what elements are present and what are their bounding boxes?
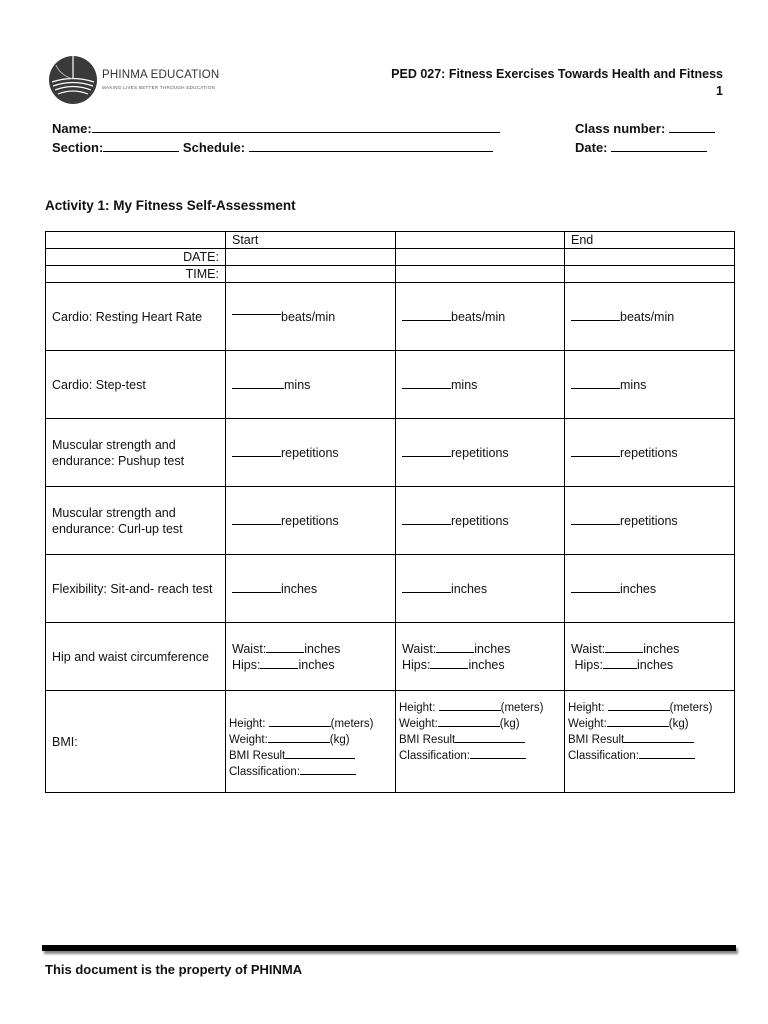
unit-text: inches	[474, 641, 511, 656]
weight-label: Weight:	[229, 733, 268, 746]
measure-cell[interactable]	[396, 487, 565, 555]
measure-cell[interactable]	[565, 487, 735, 555]
globe-logo-icon	[48, 55, 98, 105]
section-line	[103, 140, 179, 152]
measure-cell[interactable]	[565, 555, 735, 623]
date-start-cell[interactable]	[226, 249, 396, 266]
waist-label: Waist:	[232, 641, 267, 656]
blank-line	[603, 658, 637, 669]
time-start-cell[interactable]	[226, 266, 396, 283]
unit-text: repetitions	[451, 513, 509, 528]
blank-line	[402, 378, 451, 389]
unit-text: beats/min	[281, 309, 336, 324]
hip-waist-cell[interactable]	[226, 623, 396, 691]
date-mid-cell[interactable]	[396, 249, 565, 266]
unit-text: repetitions	[620, 513, 678, 528]
mid-header	[396, 232, 565, 249]
measure-cell[interactable]	[396, 283, 565, 351]
unit-text: mins	[451, 377, 478, 392]
class-number-label: Class number:	[575, 121, 666, 136]
weight-label: Weight:	[568, 717, 607, 730]
blank-line	[268, 732, 330, 743]
unit-text: beats/min	[620, 309, 675, 324]
row-label: Cardio: Resting Heart Rate	[46, 283, 226, 351]
unit-text: inches	[298, 657, 335, 672]
logo-name: PHINMA EDUCATION	[102, 69, 220, 81]
blank-line	[402, 514, 451, 525]
unit-text: beats/min	[451, 309, 506, 324]
blank-line	[232, 582, 281, 593]
class-number-field[interactable]	[575, 121, 715, 136]
blank-line	[470, 748, 526, 759]
bmi-result-label: BMI Result	[399, 733, 456, 746]
blank-line	[232, 514, 281, 525]
hips-label: Hips:	[402, 657, 431, 672]
measure-cell[interactable]	[226, 351, 396, 419]
header-empty-cell	[46, 232, 226, 249]
measure-cell[interactable]	[565, 283, 735, 351]
date-field[interactable]	[575, 140, 707, 155]
weight-label: Weight:	[399, 717, 438, 730]
unit-text: mins	[620, 377, 647, 392]
phinma-logo	[48, 55, 218, 107]
blank-line	[439, 700, 501, 711]
unit-text: repetitions	[281, 513, 339, 528]
measure-cell[interactable]	[396, 555, 565, 623]
time-end-cell[interactable]	[565, 266, 735, 283]
row-label: Muscular strength and endurance: Pushup test	[46, 419, 226, 487]
section-label: Section:	[52, 140, 104, 155]
height-unit: (meters)	[330, 717, 374, 730]
blank-line	[430, 658, 468, 669]
unit-text: repetitions	[451, 445, 509, 460]
date-row-label: DATE:	[46, 249, 226, 266]
height-label: Height:	[568, 701, 605, 714]
class-number-line	[669, 121, 715, 133]
blank-line	[300, 764, 356, 775]
time-row-label: TIME:	[46, 266, 226, 283]
resting-heart-rate-row	[46, 283, 735, 351]
height-unit: (meters)	[669, 701, 713, 714]
bmi-cell[interactable]	[396, 691, 565, 793]
schedule-line	[249, 140, 493, 152]
footer-text: This document is the property of PHINMA	[45, 962, 303, 977]
hips-label: Hips:	[574, 657, 603, 672]
blank-line	[269, 716, 331, 727]
height-unit: (meters)	[500, 701, 544, 714]
step-test-row	[46, 351, 735, 419]
blank-line	[232, 378, 284, 389]
blank-line	[232, 304, 281, 315]
unit-text: inches	[281, 581, 318, 596]
row-label: BMI:	[46, 691, 226, 793]
blank-line	[607, 716, 669, 727]
footer-divider	[42, 945, 736, 951]
measure-cell[interactable]	[396, 419, 565, 487]
pushup-test-row	[46, 419, 735, 487]
blank-line	[639, 748, 695, 759]
unit-text: inches	[620, 581, 657, 596]
classification-label: Classification:	[399, 749, 470, 762]
blank-line	[571, 378, 620, 389]
blank-line	[455, 732, 525, 743]
blank-line	[624, 732, 694, 743]
measure-cell[interactable]	[396, 351, 565, 419]
waist-label: Waist:	[571, 641, 606, 656]
course-title: PED 027: Fitness Exercises Towards Health and Fitness 1	[391, 67, 723, 98]
date-label: Date:	[575, 140, 608, 155]
blank-line	[436, 642, 474, 653]
date-end-cell[interactable]	[565, 249, 735, 266]
curlup-test-row	[46, 487, 735, 555]
table-header-row	[46, 232, 735, 249]
row-label: Hip and waist circumference	[46, 623, 226, 691]
blank-line	[260, 658, 298, 669]
blank-line	[571, 582, 620, 593]
blank-line	[571, 310, 620, 321]
bmi-row	[46, 691, 735, 793]
row-label: Muscular strength and endurance: Curl-up test	[46, 487, 226, 555]
blank-line	[571, 446, 620, 457]
name-field[interactable]	[52, 121, 500, 136]
height-label: Height:	[229, 717, 266, 730]
section-schedule-field[interactable]	[52, 140, 493, 155]
blank-line	[608, 700, 670, 711]
measure-cell[interactable]	[226, 419, 396, 487]
schedule-label: Schedule:	[182, 140, 246, 155]
measure-cell[interactable]	[226, 555, 396, 623]
start-header: Start	[226, 232, 396, 249]
end-header: End	[565, 232, 735, 249]
classification-label: Classification:	[568, 749, 639, 762]
logo-tagline: MAKING LIVES BETTER THROUGH EDUCATION	[102, 85, 216, 90]
classification-label: Classification:	[229, 765, 300, 778]
unit-text: repetitions	[281, 445, 339, 460]
blank-line	[438, 716, 500, 727]
weight-unit: (kg)	[499, 717, 520, 730]
assessment-table	[45, 231, 735, 793]
name-label: Name:	[52, 121, 92, 136]
measure-cell[interactable]	[565, 351, 735, 419]
bmi-cell[interactable]	[565, 691, 735, 793]
row-label: Flexibility: Sit-and- reach test	[46, 555, 226, 623]
bmi-result-label: BMI Result	[229, 749, 286, 762]
weight-unit: (kg)	[668, 717, 689, 730]
blank-line	[232, 446, 281, 457]
activity-title: Activity 1: My Fitness Self-Assessment	[45, 198, 296, 213]
name-line	[92, 121, 500, 133]
measure-cell[interactable]	[565, 419, 735, 487]
unit-text: mins	[284, 377, 311, 392]
time-mid-cell[interactable]	[396, 266, 565, 283]
measure-cell[interactable]	[226, 487, 396, 555]
row-label: Cardio: Step-test	[46, 351, 226, 419]
height-label: Height:	[399, 701, 436, 714]
date-line	[611, 140, 707, 152]
hip-waist-cell[interactable]	[396, 623, 565, 691]
measure-cell[interactable]	[226, 283, 396, 351]
blank-line	[266, 642, 304, 653]
bmi-cell[interactable]	[226, 691, 396, 793]
unit-text: inches	[643, 641, 680, 656]
sit-and-reach-row	[46, 555, 735, 623]
time-row	[46, 266, 735, 283]
unit-text: inches	[636, 657, 674, 672]
date-row	[46, 249, 735, 266]
bmi-result-label: BMI Result	[568, 733, 625, 746]
hips-label: Hips:	[232, 657, 261, 672]
blank-line	[285, 748, 355, 759]
weight-unit: (kg)	[329, 733, 350, 746]
unit-text: inches	[468, 657, 505, 672]
waist-label: Waist:	[402, 641, 437, 656]
blank-line	[605, 642, 643, 653]
hip-waist-row	[46, 623, 735, 691]
blank-line	[571, 514, 620, 525]
blank-line	[402, 582, 451, 593]
unit-text: inches	[451, 581, 488, 596]
hip-waist-cell[interactable]	[565, 623, 735, 691]
blank-line	[402, 310, 451, 321]
unit-text: inches	[304, 641, 341, 656]
unit-text: repetitions	[620, 445, 678, 460]
blank-line	[402, 446, 451, 457]
